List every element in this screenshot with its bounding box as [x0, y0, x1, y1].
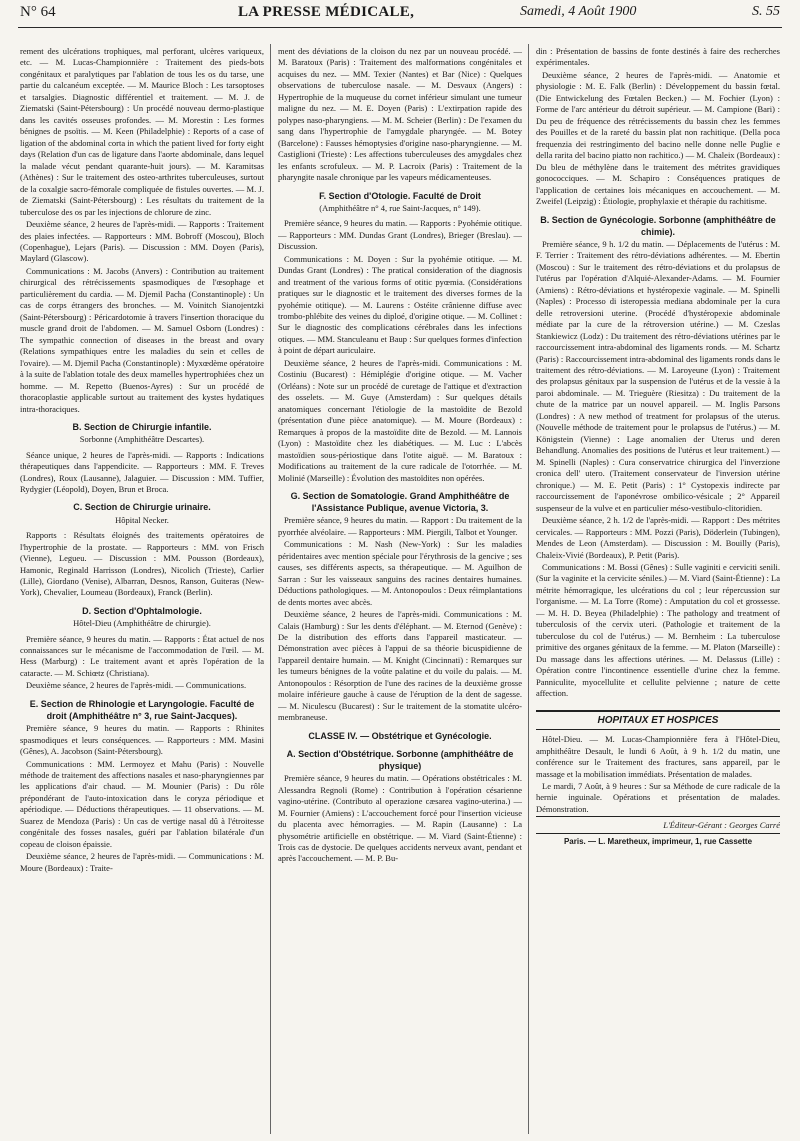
section-subtitle: (Amphithéâtre n° 4, rue Saint-Jacques, n° 149). [319, 202, 481, 213]
column-1 [20, 46, 264, 1131]
paragraph: Deuxième séance, 2 heures de l'après-midi. — Anatomie et physiologie : M. E. Falk (Berlin) : Développement du bassin fœtal. (Die Entwickelung des Fœtalen Becken.) — M. Fochier (Lyon) : Forme de l'arc antérieur du détroit supérieur. — M. Campione (Bari) : Du peu de fréquence des rétrécissements du bassin chez les femmes des Pouilles et de la rareté du bassin plat non rachitique. (Della poca frequenzia dei restringimento del bacino nelle donne nelle Puglie e della rarita del bacino piatto non rachitico.) — M. Chaleix (Bordeaux) : Du bleu de méthylène dans le traitement des métrites gravidiques gonococciques. — M. Schapiro : Conséquences pratiques de l'application de certaines lois mécaniques en accouchement. — M. Zweifel (Leipzig) : Étiologie, prophylaxie et thérapie du rachitisme. [536, 69, 780, 207]
page-header [0, 0, 800, 26]
column-divider [528, 44, 529, 1134]
paragraph: Deuxième séance, 2 heures de l'après-midi. — Rapports : Traitement des plaies infectées. — Rapporteurs : MM. Bobroff (Moscou), Bloch (Copenhague), Lejars (Paris). — Discussion : MM. Doyen (Paris), Maylard (Glascow). [20, 219, 264, 264]
paragraph: Communications : M. Bossi (Gênes) : Sulle vaginiti e cerviciti senili. (Sur la vaginite et la cervicite séniles.) — M. Viard (Saint-Étienne) : La métrite hémorragique, les ulcérations du col ; leur répercussion sur l'organisme. — M. La Torre (Rome) : Amputation du col et grossesse. — M. H. D. Beyea (Philadelphie) : The pathology and treatment of tuberculosis of the cervix uteri. (Pathologie et traitement de la tuberculose du col de l'utérus.) — M. Bernheim : La tuberculose primitive des organes génitaux de la femme. — M. Platon (Marseille) : Du massage dans les affections utérines. — M. Delassus (Lille) : Opération contre l'incontinence essentielle d'urine chez la femme. Panniculite, myocellulite et cellulite pelvienne ; nature de cette affection. [536, 561, 780, 699]
class-title: CLASSE IV. — Obstétrique et Gynécologie. [308, 730, 492, 741]
paragraph: Deuxième séance, 2 heures de l'après-midi. — Communications. [26, 680, 247, 691]
paragraph: Le mardi, 7 Août, à 9 heures : Sur sa Méthode de cure radicale de la hernie inguinale. Opérations et présentation de malades. Démonstration. [536, 780, 780, 814]
header-rule [18, 27, 782, 28]
paragraph: Première séance, 9 heures du matin. — Rapports : Pyohémie otitique. — Rapporteurs : MM. Dundas Grant (Londres), Brieger (Breslau). — Discussion. [278, 218, 522, 252]
hospitals-banner: HOPITAUX ET HOSPICES [536, 710, 780, 731]
section-title: A. Section d'Obstétrique. Sorbonne (amphithéâtre de physique) [286, 748, 514, 772]
paragraph: ment des déviations de la cloison du nez par un nouveau procédé. — M. Baratoux (Paris) : Traitement des malformations congénitales et acquises du nez. — MM. Texier (Nantes) et Bar (Nice) : Quelques observations de tuberculose nasale. — M. Desvaux (Angers) : Hypertrophie de la muqueuse du cornet inférieur simulant une tumeur maligne du nez. — M. E. Doyen (Paris) : L'extirpation rapide des polypes naso-pharyngiens. — M. M. Scheier (Berlin) : De l'examen du sang dans l'hypertrophie de l'amygdale pharyngée. — M. Botey (Barcelone) : Fausses hémoptysies d'origine naso-pharyngienne. — M. Castiglioni (Trieste) : Les affections tuberculeuses des amygdales chez les enfants scrofuleux. — M. P. Lacroix (Paris) : Traitement de la pharyngite nasale chronique par les vapeurs médicamenteuses. [278, 46, 522, 183]
editor-credit: L'Éditeur-Gérant : Georges Carré [536, 816, 780, 831]
column-divider [270, 44, 271, 1134]
paragraph: Communications : M. Nash (New-York) : Sur les maladies péridentaires avec mention spéciale pour l'érythrosis de la gencive ; ses causes, ses différents aspects, sa thérapeutique. — M. Aguilhon de Sarran : Sur les vaisseaux sanguins des racines dentaires humaines. Déductions pathologiques. — M. Antonopoulos : Deux réimplantations de dents mortes avec abcès. [278, 539, 522, 607]
column-3 [536, 46, 780, 1131]
paragraph: Communications : M. Doyen : Sur la pyohémie otitique. — M. Dundas Grant (Londres) : The pratical consideration of the diagnosis and treatment of the various forms of otitic pyœmia. (Considérations pratiques sur le diagnostic et le traitement des diverses formes de la pyohémie otitique). — M. Laurens : Ostéite crânienne diffuse avec trombo-phlébite des veines du diploé, d'origine otique. — M. Collinet : Sur le diagnostic des complications cérébrales dans les infections otiques. — MM. Stanculeanu et Baup : Sur quelques formes d'infection à point de départ auriculaire. [278, 253, 522, 356]
paragraph: Communications : M. Jacobs (Anvers) : Contribution au traitement chirurgical des rétrécissements spasmodiques de l'œsophage et particulièrement du cardia. — M. Djemil Pacha (Constantinople) : Un cas de corps étrangers des bronches. — M. Voinitch Sianojentzki (Saint-Pétersbourg) : Péricardotomie à travers l'insertion thoracique du muscle grand droit de l'abdomen. — M. Samuel Osborn (Londres) : The sympathic connection of diseases in the breast and ovary (Relations sympathiques entre les maladies du sein et celles de l'ovaire). — M. Djemil Pacha (Constantinople) : Myxœdème opératoire à la suite de l'ablation totale des deux mamelles hypertrophiées chez un homme. — M. Repetto (Buenos-Ayres) : Sur un procédé de thoracoplastie applicable surtout au traitement des kystes hydatiques intra-thoraciques. [20, 265, 264, 414]
section-title: F. Section d'Otologie. Faculté de Droit [319, 190, 481, 201]
paragraph: Deuxième séance, 2 heures de l'après-midi. Communications : M. Costiniu (Bucarest) : Hémiplégie d'origine otique. — M. Vacher (Orléans) : Note sur un procédé de curetage de l'attique et d'extraction des osselets. — M. Guye (Amsterdam) : Sur quelques détails anatomiques concernant l'étiologie de la mastoïdite de Bezold (présentation d'une pièce anatomique). — M. Moure (Bordeaux) : Remarques à propos de la mastoïdite dite de Bezold. — M. Lannois (Lyon) : Mastoïdite chez les diabétiques. — M. Luc : L'abcès mastoïdien sous-périostique dans l'otite aiguë. — M. Baratoux : Modifications au traitement de la cure radicale de l'otorrhée. — M. Molinié (Marseille) : Évolution des mastoïdites non opérées. [278, 357, 522, 483]
journal-title: LA PRESSE MÉDICALE, [238, 4, 415, 20]
section-subtitle: Hôtel-Dieu (Amphithéâtre de chirurgie). [73, 618, 211, 629]
paragraph: Première séance, 9 h. 1/2 du matin. — Déplacements de l'utérus : M. F. Terrier : Traitement des rétro-déviations adhérentes. — M. Ebertin (Moscou) : Sur le traitement des rétro-déviations et du prolapsus de l'utérus par l'opération d'Alquié-Alexander-Adams. — M. Fournier (Amiens) : Rétro-déviations et hystéropexie vaginale. — M. Spinelli (Naples) : Processo di isteropessia mediana abdominale per la cura delle retroversioni uterine. (Procédé d'hystéropexie abdominale médiate par la cure de la rétroversion utérine.) — M. Czeslas Stankiewicz (Lodz) : Du traitement des rétro-déviations utérines par le raccourcissement intra-abdominal des ligaments ronds. — M. Schartz (Paris) : Raccourcissement intra-abdominal des ligaments ronds dans le traitement des rétro-déviations. — M. Laroyeune (Lyon) : Traitement des prolapsus génitaux par la suspension de l'utérus et de la vessie à la paroi abdominale. — M. Trieguère (Riesitza) : Du traitement de la chute de la matrice par un nouvel appareil. — M. Inglis Parsons (Londres) : A new method of treatment for prolapsus of the uterus. (Nouvelle méthode de traitement pour le prolapsus de l'utérus.) — M. Königstein (Vienne) : Lage anomalien der Uterus und deren Behandlung. Anomalies des positions de l'utérus et leur traitement.) — M. Spinelli (Naples) : Cura conservatrice chirurgica del l'inverzione cronica dell' utero. (Traitement conservateur de l'inversion utérine chronique.) — M. E. Petit (Paris) : 1° Cystopexis indirecte par raccourcissement de l'aponévrose ombilico-vésicale ; 2° Appareil suspenseur de la vulve et en particulier méso-vestibulo-clitoridien. [536, 238, 780, 513]
paragraph: Deuxième séance, 2 heures de l'après-midi. — Communications : M. Moure (Bordeaux) : Traite- [20, 851, 264, 873]
paragraph: din : Présentation de bassins de fonte destinés à faire des recherches expérimentales. [536, 46, 780, 68]
paragraph: Séance unique, 2 heures de l'après-midi. — Rapports : Indications thérapeutiques dans l'appendicite. — Rapporteurs : MM. F. Treves (Londres), Roux (Lausanne), Jalaguier. — Discussion : MM. Tuffier, Rydygier (Léopold), Doyen, Brun et Broca. [20, 449, 264, 495]
section-subtitle: Hôpital Necker. [115, 514, 169, 525]
section-title: B. Section de Gynécologie. Sorbonne (amphithéâtre de chimie). [540, 214, 776, 237]
section-title: B. Section de Chirurgie infantile. [72, 422, 212, 432]
paragraph: Deuxième séance, 2 heures de l'après-midi. Communications : M. Calais (Hamburg) : Sur les dents d'éléphant. — M. Eternod (Genève) : De la distribution des efforts dans l'appareil masticateur. — Démonstration avec pièces à l'appui de sa théorie bicuspidienne de l'appareil dentaire humain. — M. Knight (Cincinnati) : Remarques sur les tumeurs bénignes de la voûte palatine et du voile du palais. — M. Antonopoulos : Résorption de l'une des racines de la deuxième grosse molaire inférieure gauche à cause de l'éruption de la dent de sagesse. — M. Niculescu (Bucarest) : Sur le traitement de la stomatite ulcéro-membraneuse. [278, 609, 522, 723]
paragraph: Première séance, 9 heures du matin. — Rapports : Rhinites spasmodiques et leurs conséquences. — Rapporteurs : MM. Masini (Gênes), A. Jacobson (Saint-Pétersbourg). [20, 723, 264, 757]
section-title: C. Section de Chirurgie urinaire. [73, 502, 211, 513]
paragraph: rement des ulcérations trophiques, mal perforant, ulcères variqueux, etc. — M. Lucas-Championnière : Traitement des pieds-bots congénitaux et paralytiques par l'ablation de tous les os du tarse, une partie du calcanéum exceptée. — M. Maurice Bloch : Les tarsoptoses et tarsalgies. Diagnostic différentiel et traitement. — M. J. de Ziematski (Saint-Pétersbourg) : Un procédé nouveau dermo-plastique dans les cavités osseuses profondes. — M. Morestin : Les formes bénignes de psoïtis. — M. Keen (Philadelphie) : Reports of a case of ligation of the abdominal corta in which the patient lived for forty eight days (Relation d'un cas de ligature dans l'aorte abdominale, dans lequel la malade vécut pendant quarante-huit jours). — M. Karamitsas (Athènes) : Sur le traitement des osteo-arthrites tuberculeuses, surtout de la coxalgie sacro-fémorale compliquée de fistules ouvertes. — M. J. de Ziematski (Saint-Pétersbourg) : Les résultats du traitement de la tuberculose des os par les injections de chlorure de zinc. [20, 46, 264, 217]
paragraph: Première séance, 9 heures du matin. — Opérations obstétricales : M. Alessandra Regnoli (Rome) : Contribution à l'opération césarienne vagino-utérine. (Contributo al operazione cæsarea vagino-uterina.) — M. Fournier (Amiens) : L'accouchement forcé pour l'insertion vicieuse du placenta avec hémorragies. — M. Rapin (Lausanne) : La physométrie artificielle en obstétrique. — M. Viard (Saint-Étienne) : Trois cas de dystocie. De quelques accidents nerveux avant, pendant et après l'accouchement. — M. P. Bu- [278, 773, 522, 864]
sheet-number: S. 55 [752, 4, 780, 19]
printer-credit: Paris. — L. Maretheux, imprimeur, 1, rue Cassette [536, 833, 780, 848]
paragraph: Rapports : Résultats éloignés des traitements opératoires de l'hypertrophie de la prostate. — Rapporteurs : MM. von Frisch (Vienne), Legueu. — Discussion : MM. Pousson (Bordeaux), Hamonic, Reginald Harrisson (Londres), Nicolich (Trieste), Carlier (Lille), Giordano (Venise), Albarran, Desnos, Ranson, Guiteras (New-York), Chevalier, Loumeau (Bordeaux), Franck (Berlin). [20, 530, 264, 598]
section-title: E. Section de Rhinologie et Laryngologie. Faculté de droit (Amphithéâtre n° 3, rue Saint-Jacques). [29, 698, 255, 721]
section-title: D. Section d'Ophtalmologie. [82, 605, 202, 616]
paragraph: Première séance, 9 heures du matin. — Rapport : Du traitement de la pyorrhée alvéolaire. — Rapporteurs : MM. Piergili, Talbot et Younger. [278, 515, 522, 537]
paragraph: Hôtel-Dieu. — M. Lucas-Championnière fera à l'Hôtel-Dieu, amphithéâtre Desault, le lundi 6 Août, à 9 h. 1/2 du matin, une conférence sur le Traitement des fractures, sans appareil, par le massage et la mobilisation immédiats. Présentation de malades. [536, 734, 780, 779]
paragraph: Communications : MM. Lermoyez et Mahu (Paris) : Nouvelle méthode de traitement des affections nasales et naso-pharyngiennes par les applications d'air chaud. — M. Mounier (Paris) : Du rôle prépondérant de l'auto-intoxication dans le coryza périodique et apériodique. — Déductions thérapeutiques. — 11 observations. — M. Suarez de Mendoza (Paris) : Un cas de vertige nasal dû à l'étroitesse congénitale des fosses nasales, guéri par l'ablation bilatérale d'un copeau de cloison épaissie. [20, 758, 264, 849]
section-title: G. Section de Somatologie. Grand Amphithéâtre de l'Assistance Publique, avenue Victoria, 3. [290, 491, 510, 514]
section-subtitle: Sorbonne (Amphithéâtre Descartes). [79, 434, 205, 445]
issue-number: N° 64 [20, 4, 56, 20]
issue-date: Samedi, 4 Août 1900 [520, 4, 637, 19]
paragraph: Première séance, 9 heures du matin. — Rapports : État actuel de nos connaissances sur le mécanisme de l'accommodation de l'œil. — M. Hess (Marburg) : Le traitement avant et après l'opération de la cataracte. — M. Schiœtz (Christiana). [20, 633, 264, 678]
paragraph: Deuxième séance, 2 h. 1/2 de l'après-midi. — Rapport : Des métrites cervicales. — Rapporteurs : MM. Pozzi (Paris), Döderlein (Tubingen), Mendes de Leon (Amsterdam). — Discussion : M. Bouilly (Paris), Chaleix-Vivié (Bordeaux), P. Petit (Paris). [536, 515, 780, 560]
column-2 [278, 46, 522, 1131]
